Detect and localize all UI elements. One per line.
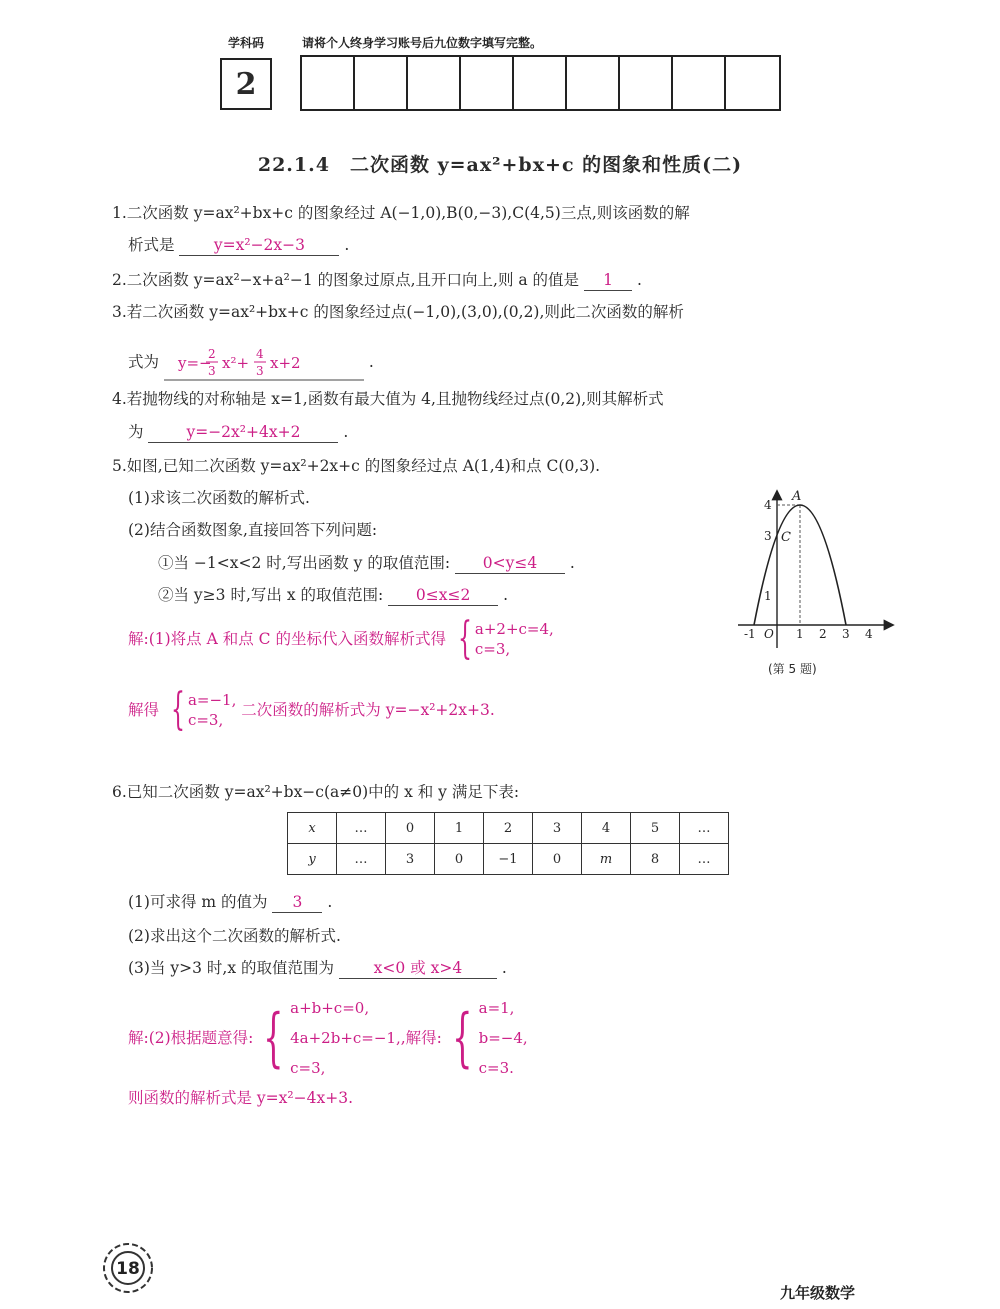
q5-part2a xyxy=(158,553,575,574)
q6-part3-period: . xyxy=(501,959,507,977)
q3-line1: 3.若二次函数 y=ax²+bx+c 的图象经过点(−1,0),(3,0),(0,2),则此二次函数的解析 xyxy=(112,303,684,321)
digit-cell[interactable] xyxy=(408,57,461,109)
q4-line2 xyxy=(128,422,348,443)
q6-sol-text: 解:(2)根据题意得: xyxy=(128,1029,254,1047)
q4-period: . xyxy=(343,423,349,441)
q5-sol1-eq2: c=3, xyxy=(474,640,511,658)
q6-part3 xyxy=(128,958,507,979)
q2-answer: 1 xyxy=(584,270,632,291)
q3-line2 xyxy=(128,344,374,382)
x-tick-3: 3 xyxy=(842,627,850,641)
q6-part3-text: (3)当 y>3 时,x 的取值范围为 xyxy=(128,959,335,977)
svg-text:3: 3 xyxy=(255,364,264,378)
q1-answer: y=x²−2x−3 xyxy=(179,235,339,256)
brace: { xyxy=(263,1001,284,1075)
point-label-c: C xyxy=(781,530,791,545)
svg-text:2: 2 xyxy=(207,347,216,361)
q6-part1-period: . xyxy=(327,893,333,911)
q2-period: . xyxy=(636,271,642,289)
q1-period: . xyxy=(344,236,350,254)
q6-sys1-eq3: c=3, xyxy=(290,1059,326,1077)
subject-code-label: 学科码 xyxy=(228,36,265,50)
table-cell: 3 xyxy=(533,813,582,844)
table-cell: −1 xyxy=(484,844,533,875)
brace: { xyxy=(170,684,185,735)
q6-system-1 xyxy=(253,993,400,1083)
q6-system-2 xyxy=(442,993,528,1083)
q5-sol1-system xyxy=(451,613,554,664)
x-tick-origin: O xyxy=(764,627,774,641)
point-label-a: A xyxy=(792,489,802,504)
q5-sol2-system xyxy=(164,684,237,735)
table-cell: 1 xyxy=(435,813,484,844)
table-cell: 3 xyxy=(386,844,435,875)
q5-solution-2 xyxy=(128,684,495,735)
digit-cell[interactable] xyxy=(514,57,567,109)
q6-sys1-eq1: a+b+c=0, xyxy=(290,999,370,1017)
digit-cell[interactable] xyxy=(726,57,779,109)
svg-text:4: 4 xyxy=(255,347,264,361)
svg-text:x+2: x+2 xyxy=(269,354,301,372)
grade-label: 九年级数学 xyxy=(780,1284,856,1302)
svg-text:x²+: x²+ xyxy=(221,354,249,372)
brace: { xyxy=(457,613,472,664)
q6-sys2-eq3: c=3. xyxy=(478,1059,514,1077)
brace: { xyxy=(452,1001,473,1075)
table-row-x xyxy=(288,813,729,844)
q5-sol1-eq1: a+2+c=4, xyxy=(474,620,554,638)
q6-text: 6.已知二次函数 y=ax²+bx−c(a≠0)中的 x 和 y 满足下表: xyxy=(112,783,520,801)
table-cell: … xyxy=(337,813,386,844)
q5-sol2-eq2: c=3, xyxy=(187,711,224,729)
q5-part2b-text: ②当 y≥3 时,写出 x 的取值范围: xyxy=(158,586,384,604)
table-cell: 5 xyxy=(631,813,680,844)
table-cell: 0 xyxy=(435,844,484,875)
page-title: 22.1.4 二次函数 y=ax²+bx+c 的图象和性质(二) xyxy=(257,154,743,176)
digit-cell[interactable] xyxy=(461,57,514,109)
q5-sol2-eq1: a=−1, xyxy=(187,691,237,709)
table-cell: 0 xyxy=(386,813,435,844)
q1-label: 析式是 xyxy=(128,236,175,254)
q5-text: 5.如图,已知二次函数 y=ax²+2x+c 的图象经过点 A(1,4)和点 C(0,3). xyxy=(112,457,601,475)
svg-text:3: 3 xyxy=(207,364,216,378)
table-cell: … xyxy=(680,813,729,844)
y-tick-4: 4 xyxy=(764,498,772,512)
q6-sys2-eq2: b=−4, xyxy=(478,1029,528,1047)
digit-cell[interactable] xyxy=(355,57,408,109)
table-cell: 8 xyxy=(631,844,680,875)
q3-period: . xyxy=(368,353,374,371)
svg-text:y=−: y=− xyxy=(177,354,212,372)
table-row-y xyxy=(288,844,729,875)
digit-cell[interactable] xyxy=(673,57,726,109)
subject-code-box: 2 xyxy=(220,58,272,110)
q3-label: 式为 xyxy=(128,353,160,371)
q5-sol2-result: 二次函数的解析式为 y=−x²+2x+3. xyxy=(241,701,495,719)
table-cell: 2 xyxy=(484,813,533,844)
q1-line1: 1.二次函数 y=ax²+bx+c 的图象经过 A(−1,0),B(0,−3),C(4,5)三点,则该函数的解 xyxy=(112,204,690,222)
q5-part2a-period: . xyxy=(569,554,575,572)
q5-part2a-answer: 0<y≤4 xyxy=(455,553,565,574)
q6-sys1-eq2: 4a+2b+c=−1, xyxy=(290,1029,401,1047)
q4-line1: 4.若抛物线的对称轴是 x=1,函数有最大值为 4,且抛物线经过点(0,2),则其解析式 xyxy=(112,390,664,408)
q6-sol-mid: ,解得: xyxy=(400,1029,442,1047)
q6-part1-text: (1)可求得 m 的值为 xyxy=(128,893,268,911)
table-cell: 0 xyxy=(533,844,582,875)
q3-answer-formula xyxy=(164,344,364,382)
x-tick-neg1: -1 xyxy=(744,627,756,641)
table-cell: … xyxy=(680,844,729,875)
q2-line xyxy=(112,270,642,291)
y-tick-1: 1 xyxy=(764,589,772,603)
q5-figure-caption: (第 5 题) xyxy=(768,662,817,676)
q5-part2b xyxy=(158,585,508,606)
table-cell: m xyxy=(582,844,631,875)
q6-final-answer: 则函数的解析式是 y=x²−4x+3. xyxy=(128,1089,353,1107)
q5-sol2-text: 解得 xyxy=(128,701,160,719)
q5-parabola-graph xyxy=(730,486,900,656)
q5-part2b-period: . xyxy=(503,586,509,604)
q2-text: 2.二次函数 y=ax²−x+a²−1 的图象过原点,且开口向上,则 a 的值是 xyxy=(112,271,580,289)
q1-line2 xyxy=(128,235,349,256)
header-instruction: 请将个人终身学习账号后九位数字填写完整。 xyxy=(302,36,543,50)
q5-sol1-text: 解:(1)将点 A 和点 C 的坐标代入函数解析式得 xyxy=(128,630,446,648)
digit-cell[interactable] xyxy=(567,57,620,109)
q5-part2b-answer: 0≤x≤2 xyxy=(388,585,498,606)
q5-part1: (1)求该二次函数的解析式. xyxy=(128,489,310,507)
q6-part1 xyxy=(128,892,332,913)
page-number: 18 xyxy=(116,1259,140,1279)
x-tick-1: 1 xyxy=(796,627,804,641)
q5-solution-1 xyxy=(128,613,554,664)
q4-label: 为 xyxy=(128,423,144,441)
page-number-badge xyxy=(100,1240,156,1296)
q6-part3-answer: x<0 或 x>4 xyxy=(339,958,497,979)
table-cell: … xyxy=(337,844,386,875)
q4-answer: y=−2x²+4x+2 xyxy=(148,422,338,443)
q5-part2a-text: ①当 −1<x<2 时,写出函数 y 的取值范围: xyxy=(158,554,451,572)
table-cell: y xyxy=(288,844,337,875)
digit-cell[interactable] xyxy=(620,57,673,109)
q6-value-table xyxy=(287,812,729,875)
q6-part2: (2)求出这个二次函数的解析式. xyxy=(128,927,341,945)
table-cell: 4 xyxy=(582,813,631,844)
y-tick-3: 3 xyxy=(764,529,772,543)
q6-part1-answer: 3 xyxy=(272,892,322,913)
x-tick-2: 2 xyxy=(819,627,827,641)
table-cell: x xyxy=(288,813,337,844)
q3-answer xyxy=(164,344,364,382)
q5-part2: (2)结合函数图象,直接回答下列问题: xyxy=(128,521,378,539)
x-tick-4: 4 xyxy=(865,627,873,641)
q6-solution xyxy=(128,993,528,1083)
account-digit-boxes[interactable] xyxy=(300,55,781,111)
q6-sys2-eq1: a=1, xyxy=(478,999,515,1017)
digit-cell[interactable] xyxy=(302,57,355,109)
